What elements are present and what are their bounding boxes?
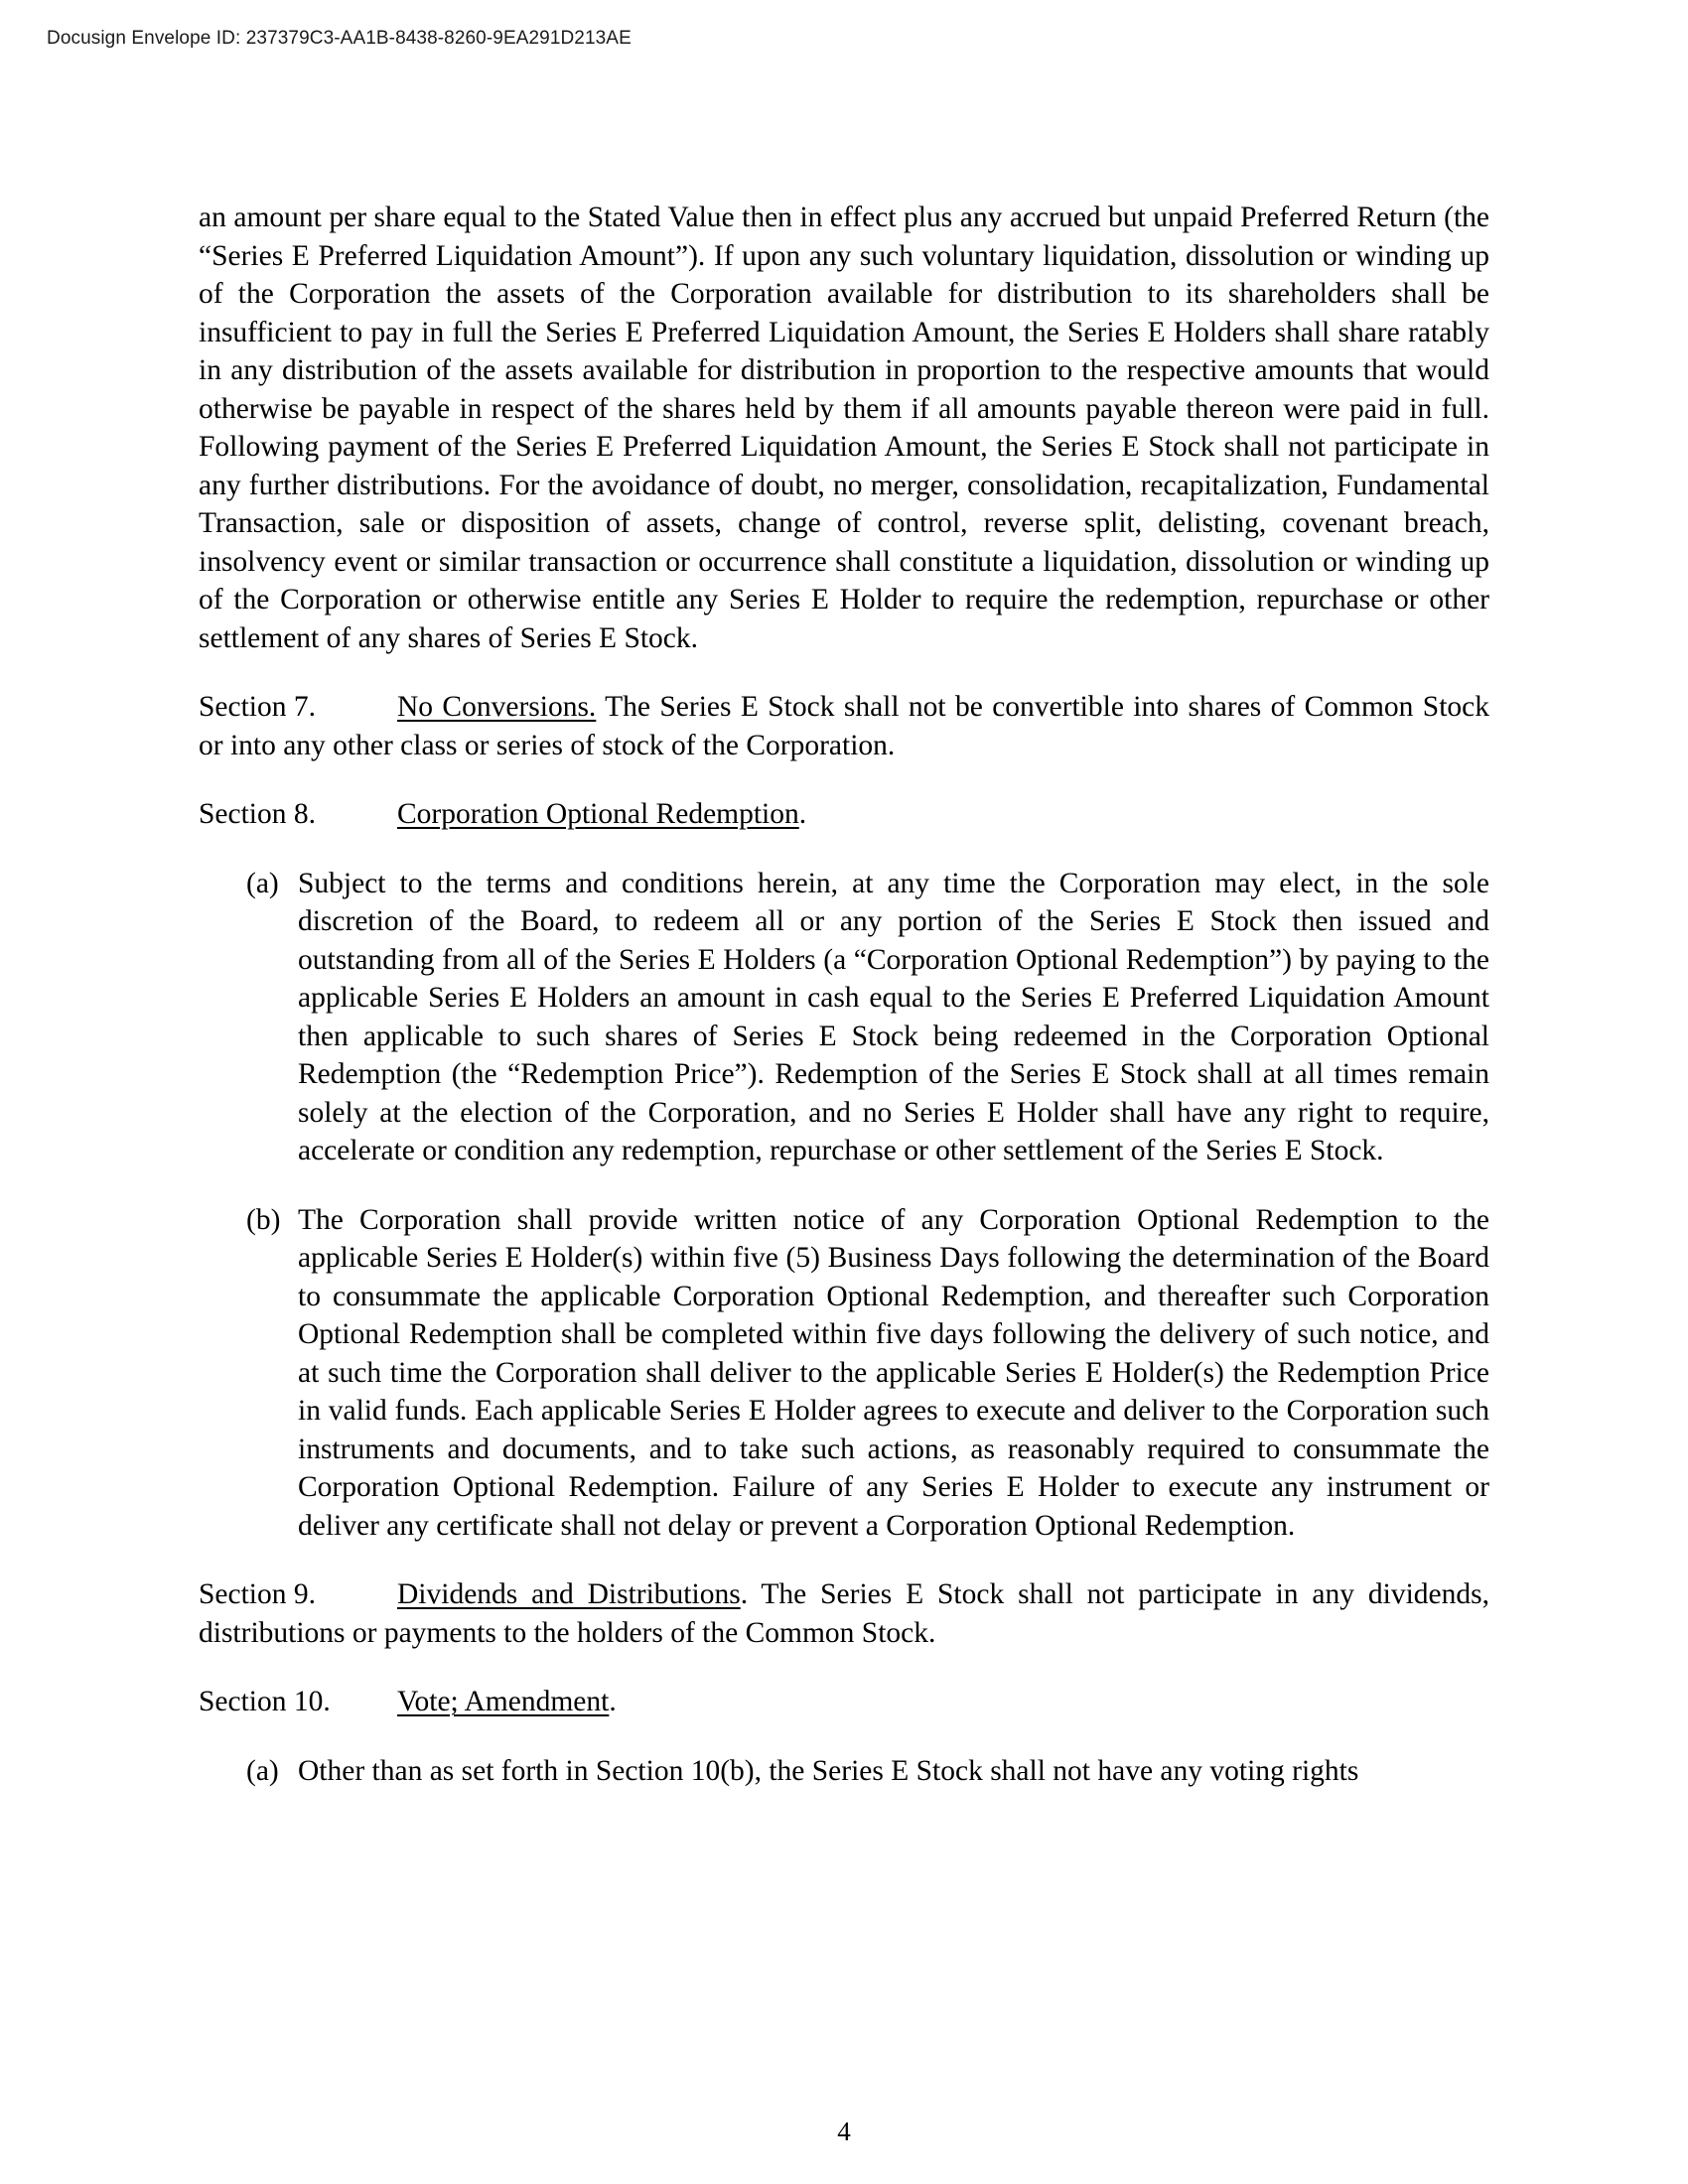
section-7-title: No Conversions. — [397, 691, 597, 723]
section-7-body: The Series E Stock shall not be convertible into shares of Common Stock or into any other class or series of stock of the Corporation. — [199, 691, 1489, 761]
section-10-title: Vote; Amendment — [397, 1686, 610, 1717]
section-8-item-b — [199, 1201, 1489, 1546]
document-page — [199, 199, 1489, 1821]
section-10-title-period: . — [609, 1686, 617, 1717]
section-7 — [199, 688, 1489, 764]
section-9-title: Dividends and Distributions — [397, 1578, 741, 1610]
section-8-item-a — [199, 865, 1489, 1170]
page-number: 4 — [837, 2116, 851, 2146]
section-9-body: . The Series E Stock shall not participate in any dividends, distributions or payments to the holders of the Common Stock. — [199, 1578, 1489, 1649]
docusign-envelope-id: Docusign Envelope ID: 237379C3-AA1B-8438-8260-9EA291D213AE — [47, 28, 632, 49]
section-8-item-b-text: The Corporation shall provide written notice of any Corporation Optional Redemption to the applicable Series E Holder(s) within five (5) Business Days following the determination of the Board to consummate the applicable Corporation Optional Redemption, and thereafter such Corporation Optional Redemption shall be completed within five days following the delivery of such notice, and at such time the Corporation shall deliver to the applicable Series E Holder(s) the Redemption Price in valid funds. Each applicable Series E Holder agrees to execute and deliver to the Corporation such instruments and documents, and to take such actions, as reasonably required to consummate the Corporation Optional Redemption. Failure of any Series E Holder to execute any instrument or deliver any certificate shall not delay or prevent a Corporation Optional Redemption. — [298, 1203, 1489, 1542]
section-8-number: Section 8. — [199, 798, 316, 830]
section-8-title: Corporation Optional Redemption — [397, 798, 799, 830]
section-10-heading — [199, 1683, 1489, 1721]
section-7-number: Section 7. — [199, 691, 316, 723]
section-8-heading — [199, 795, 1489, 834]
section-9-number: Section 9. — [199, 1578, 316, 1610]
section-10-item-a — [199, 1752, 1489, 1791]
liquidation-continuation-paragraph: an amount per share equal to the Stated Value then in effect plus any accrued but unpaid Preferred Return (the “Series E Preferred Liquidation Amount”). If upon any such voluntary liquidation, dissolution or winding up of the Corporation the assets of the Corporation available for distribution to its shareholders shall be insufficient to pay in full the Series E Preferred Liquidation Amount, the Series E Holders shall share ratably in any distribution of the assets available for distribution in proportion to the respective amounts that would otherwise be payable in respect of the shares held by them if all amounts payable thereon were paid in full. Following payment of the Series E Preferred Liquidation Amount, the Series E Stock shall not participate in any further distributions. For the avoidance of doubt, no merger, consolidation, recapitalization, Fundamental Transaction, sale or disposition of assets, change of control, reverse split, delisting, covenant breach, insolvency event or similar transaction or occurrence shall constitute a liquidation, dissolution or winding up of the Corporation or otherwise entitle any Series E Holder to require the redemption, repurchase or other settlement of any shares of Series E Stock. — [199, 202, 1489, 654]
section-9 — [199, 1575, 1489, 1652]
section-10-item-a-text: Other than as set forth in Section 10(b), the Series E Stock shall not have any voting rights — [298, 1754, 1359, 1787]
section-8-title-period: . — [798, 798, 807, 830]
section-8-item-a-text: Subject to the terms and conditions herein, at any time the Corporation may elect, in the sole discretion of the Board, to redeem all or any portion of the Series E Stock then issued and outstanding from all of the Series E Holders (a “Corporation Optional Redemption”) by paying to the applicable Series E Holders an amount in cash equal to the Series E Preferred Liquidation Amount then applicable to such shares of Series E Stock being redeemed in the Corporation Optional Redemption (the “Redemption Price”). Redemption of the Series E Stock shall at all times remain solely at the election of the Corporation, and no Series E Holder shall have any right to require, accelerate or condition any redemption, repurchase or other settlement of the Series E Stock. — [298, 867, 1489, 1166]
section-10-number: Section 10. — [199, 1686, 331, 1717]
section-10-item-a-label: (a) — [246, 1754, 279, 1787]
section-8-item-a-label: (a) — [246, 867, 279, 899]
section-8-item-b-label: (b) — [246, 1203, 281, 1236]
